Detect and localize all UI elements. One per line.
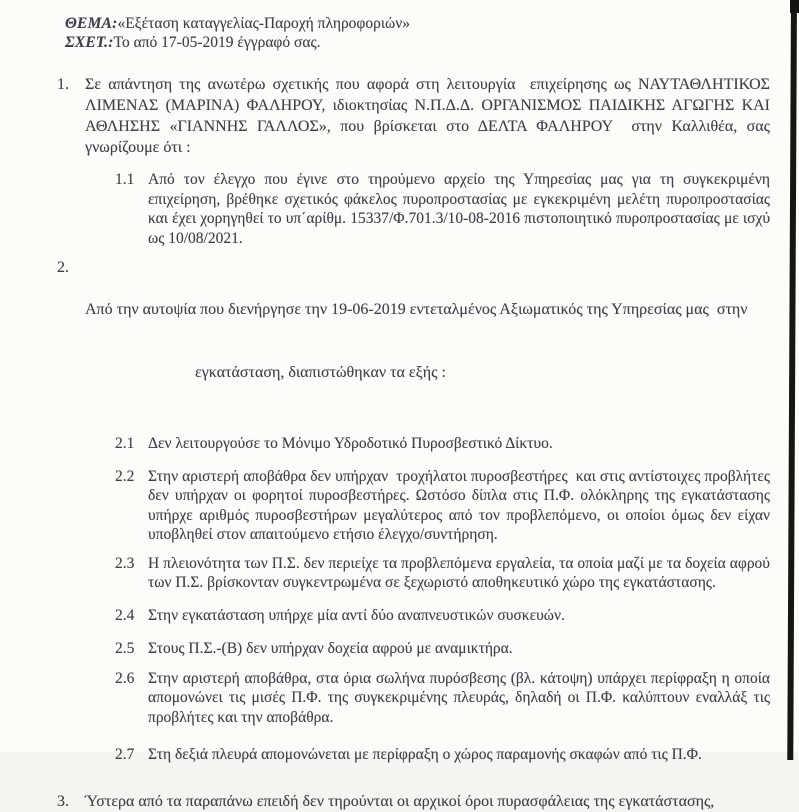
subitem-number-1-1: 1.1 bbox=[115, 171, 135, 188]
item-number-2: 2. bbox=[57, 259, 69, 276]
subitem-2-2 bbox=[115, 467, 774, 545]
subitem-1-1 bbox=[115, 170, 774, 248]
item-2-text-line1: Από την αυτοψία που διενήργησε την 19-06-2019 εντεταλμένος Αξιωματικός της Υπηρεσίας μας στην bbox=[85, 301, 748, 318]
subject-label: ΘΕΜΑ: bbox=[65, 15, 118, 32]
subitem-number-2-4: 2.4 bbox=[115, 606, 135, 624]
subitem-2-5 bbox=[115, 639, 770, 659]
reference-text: Το από 17-05-2019 έγγραφό σας. bbox=[113, 34, 321, 51]
subitem-2-4-text: Στην εγκατάσταση υπήρχε μία αντί δύο αναπνευστικών συσκευών. bbox=[148, 606, 565, 624]
subitem-number-2-1: 2.1 bbox=[115, 435, 135, 452]
subitem-number-2-5: 2.5 bbox=[115, 640, 135, 657]
subject-line bbox=[65, 14, 770, 33]
numbered-item-3 bbox=[57, 791, 770, 812]
item-number-3: 3. bbox=[57, 792, 69, 810]
subitem-1-1-text: Από τον έλεγχο που έγινε στο τηρούμενο αρχείο της Υπηρεσίας μας για τη συγκεκριμένη επιχείρηση, βρέθηκε σχετικός φάκελος πυροπροστασίας με εγκεκριμένη μελέτη πυροπροστασίας και έχει χορηγηθεί το υπ΄αρίθμ. 15337/Φ.701.3/10-08-2016 πιστοποιητικό πυροπροστασίας με ισχύ ως 10/08/2021. bbox=[148, 171, 774, 247]
subitem-2-3-text: Η πλειονότητα των Π.Σ. δεν περιείχε τα προβλεπόμενα εργαλεία, τα οποία μαζί με τα δοχεία αφρού των Π.Σ. βρίσκονταν συγκεντρωμένα σε ξεχωριστό αποθηκευτικό χώρο της εγκατάστασης. bbox=[148, 554, 774, 591]
numbered-item-1 bbox=[57, 74, 774, 158]
subject-text: «Εξέταση καταγγελίας-Παροχή πληροφοριών» bbox=[117, 15, 410, 32]
item-1-text: Σε απάντηση της ανωτέρω σχετικής που αφορά στη λειτουργία επιχείρησης ως ΝΑΥΤΑΘΛΗΤΙΚΟΣ ΛΙΜΕΝΑΣ (ΜΑΡΙΝΑ) ΦΑΛΗΡΟΥ, ιδιοκτησίας Ν.Π.Δ.Δ. ΟΡΓΑΝΙΣΜΟΣ ΠΑΙΔΙΚΗΣ ΑΓΩΓΗΣ ΚΑΙ ΑΘΛΗΣΗΣ «ΓΙΑΝΝΗΣ ΓΑΛΛΟΣ», που βρίσκεται στο ΔΕΛΤΑ ΦΑΛΗΡΟΥ στην Καλλιθέα, σας γνωρίζουμε ότι : bbox=[85, 76, 774, 156]
subitem-2-4 bbox=[115, 606, 770, 626]
subitem-2-1-text: Δεν λειτουργούσε το Μόνιμο Υδροδοτικό Πυροσβεστικό Δίκτυο. bbox=[148, 435, 553, 452]
subitem-number-2-7: 2.7 bbox=[115, 746, 135, 763]
document-header bbox=[65, 14, 770, 52]
item-number-1: 1. bbox=[57, 76, 69, 93]
numbered-item-2 bbox=[57, 257, 770, 425]
subitem-number-2-2: 2.2 bbox=[115, 467, 135, 485]
subitem-number-2-3: 2.3 bbox=[115, 554, 135, 572]
subitem-2-7 bbox=[115, 745, 770, 765]
subitem-2-6-text: Στην αριστερή αποβάθρα, στα όρια σωλήνα πυρόσβεσης (βλ. κάτοψη) υπάρχει περίφραξη η οποία απομονώνει τις μισές Π.Φ. της συγκεκριμένης πλευράς, δηλαδή οι Π.Φ. καλύπτουν εναλλάξ τις προβλήτες και την αποβάθρα. bbox=[148, 669, 774, 726]
subitem-2-5-text: Στους Π.Σ.-(Β) δεν υπήρχαν δοχεία αφρού με αναμικτήρα. bbox=[148, 640, 513, 657]
subitem-2-2-text: Στην αριστερή αποβάθρα δεν υπήρχαν τροχήλατοι πυροσβεστήρες και στις αντίστοιχες προβλήτες δεν υπήρχαν οι φορητοί πυροσβεστήρες. Ωστόσο δίπλα στις Π.Φ. ολόκληρης της εγκατάστασης υπήρχε αριθμός πυροσβεστήρων μεγαλύτερος από τον προβλεπόμενο, οι οποίοι όμως δεν είχαν υποβληθεί στον απαιτούμενο ετήσιο έλεγχο/συντήρηση. bbox=[148, 467, 774, 543]
item-2-text-line2: εγκατάσταση, διαπιστώθηκαν τα εξής : bbox=[195, 364, 446, 381]
reference-label: ΣΧΕΤ.: bbox=[65, 34, 114, 51]
item-3-text: Ύστερα από τα παραπάνω επειδή δεν τηρούνται οι αρχικοί όροι πυρασφάλειας της εγκατάστασης, bbox=[85, 792, 715, 810]
subitem-2-7-text: Στη δεξιά πλευρά απομονώνεται με περίφραξη ο χώρος παραμονής σκαφών από τις Π.Φ. bbox=[148, 746, 702, 763]
subitem-number-2-6: 2.6 bbox=[115, 669, 135, 687]
reference-line bbox=[65, 33, 770, 52]
subitem-2-3 bbox=[115, 554, 774, 593]
subitem-2-6 bbox=[115, 669, 774, 728]
item-2-text bbox=[85, 257, 770, 425]
subitem-2-1 bbox=[115, 434, 770, 454]
